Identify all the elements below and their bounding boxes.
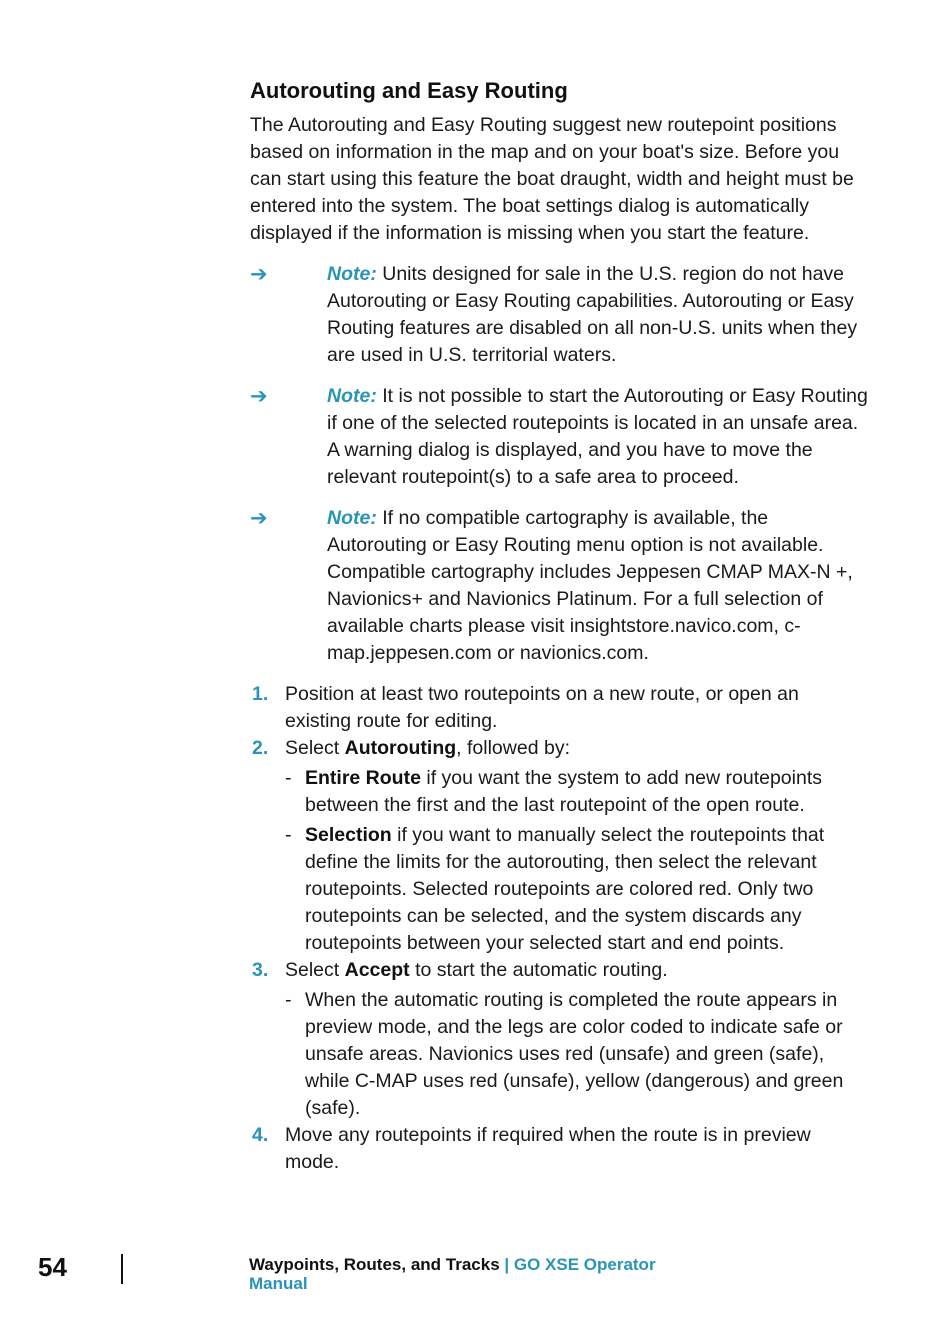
note-text: If no compatible cartography is available, the Autorouting or Easy Routing menu option is not available. Compatible cartography includes Jeppesen CMAP MAX-N +, Navionics+ and Navionics Platinum. For a full selection of available charts please visit insightstore.navico.com, c-map.jeppesen.com or navionics.com. xyxy=(327,507,853,664)
arrow-icon: ➔ xyxy=(250,385,268,408)
sub-item-preview xyxy=(285,987,870,1122)
note-label: Note: xyxy=(327,263,377,285)
sub-item-entire-route xyxy=(285,765,870,819)
page-content xyxy=(250,76,870,1176)
step-number: 4. xyxy=(252,1124,269,1146)
arrow-icon: ➔ xyxy=(250,263,268,286)
step-number: 1. xyxy=(252,683,269,705)
step-text-post: to start the automatic routing. xyxy=(409,959,668,981)
step-number: 2. xyxy=(252,737,269,759)
step-bold-term: Autorouting xyxy=(344,737,457,759)
sub-bold-term: Selection xyxy=(305,824,392,846)
note-text: Units designed for sale in the U.S. region do not have Autorouting or Easy Routing capabilities. Autorouting or Easy Routing features are disabled on all non-U.S. units when they are used in U.S. territorial waters. xyxy=(327,263,858,366)
step-bold-term: Accept xyxy=(344,959,410,981)
section-heading: Autorouting and Easy Routing xyxy=(250,78,568,103)
note-cartography xyxy=(250,505,870,667)
sub-text: if you want the system to add new routepoints between the first and the last routepoint of the open route. xyxy=(305,767,822,816)
step-2 xyxy=(250,735,870,957)
step-1 xyxy=(250,681,870,735)
intro-paragraph: The Autorouting and Easy Routing suggest new routepoint positions based on information in the map and on your boat's size. Before you can start using this feature the boat draught, width and height must be entered into the system. The boat settings dialog is automatically displayed if the information is missing when you start the feature. xyxy=(250,114,854,244)
note-text: It is not possible to start the Autorouting or Easy Routing if one of the selected routepoints is located in an unsafe area. A warning dialog is displayed, and you have to move the relevant routepoint(s) to a safe area to proceed. xyxy=(327,385,868,488)
footer-divider xyxy=(121,1254,123,1284)
sub-item-selection xyxy=(285,822,870,957)
footer-separator: | xyxy=(499,1255,514,1274)
step-number: 3. xyxy=(252,959,269,981)
step-text: Move any routepoints if required when the route is in preview mode. xyxy=(285,1124,811,1173)
sub-bold-term: Entire Route xyxy=(305,767,421,789)
dash-bullet: - xyxy=(285,824,292,846)
steps-list xyxy=(250,681,870,1176)
footer-manual: GO XSE Operator Manual xyxy=(249,1255,656,1293)
sub-text: if you want to manually select the routepoints that define the limits for the autorouting, then select the relevant routepoints. Selected routepoints are colored red. Only two routepoints can be selected, and the system discards any routepoints between your selected start and end points. xyxy=(305,824,825,954)
arrow-icon: ➔ xyxy=(250,507,268,530)
footer-section: Waypoints, Routes, and Tracks xyxy=(249,1255,500,1274)
note-us-region xyxy=(250,261,870,369)
step-3 xyxy=(250,957,870,1122)
step-text-pre: Select xyxy=(285,737,345,759)
dash-bullet: - xyxy=(285,989,292,1011)
step-text-post: , followed by: xyxy=(456,737,570,759)
note-label: Note: xyxy=(327,385,377,407)
note-unsafe-area xyxy=(250,383,870,491)
step-text-pre: Select xyxy=(285,959,345,981)
step-text: Position at least two routepoints on a new route, or open an existing route for editing. xyxy=(285,683,799,732)
footer-title xyxy=(249,1255,669,1293)
step-4 xyxy=(250,1122,870,1176)
note-label: Note: xyxy=(327,507,377,529)
sub-text: When the automatic routing is completed the route appears in preview mode, and the legs are color coded to indicate safe or unsafe areas. Navionics uses red (unsafe) and green (safe), while C-MAP uses red (unsafe), yellow (dangerous) and green (safe). xyxy=(305,989,844,1119)
page-number: 54 xyxy=(38,1252,67,1282)
dash-bullet: - xyxy=(285,767,292,789)
